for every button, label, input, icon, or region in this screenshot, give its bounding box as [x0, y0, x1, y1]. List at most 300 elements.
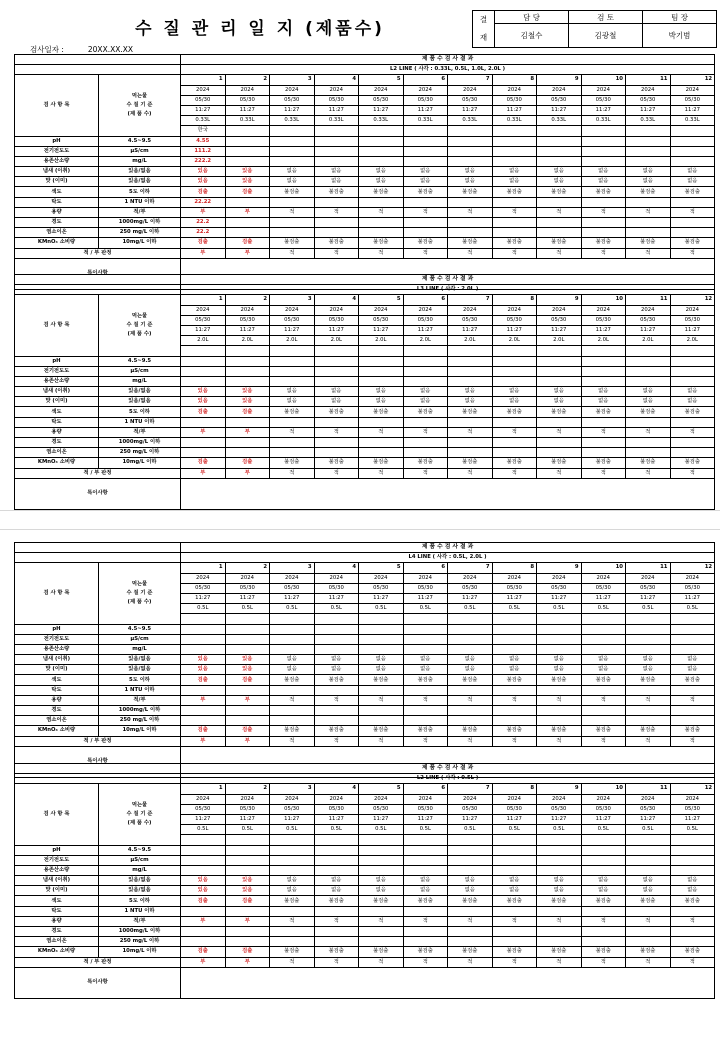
approval-role-review: 검 토 [569, 11, 643, 24]
result-cell [670, 644, 715, 654]
result-cell: 없음 [448, 397, 493, 407]
standard-header-line: 수 질 기 준 [126, 810, 153, 817]
result-section-4 [14, 763, 715, 999]
result-cell [225, 644, 270, 654]
column-number: 12 [670, 563, 715, 573]
result-cell: 없음 [448, 177, 493, 187]
section-blank-cell [15, 774, 181, 784]
column-number: 1 [181, 75, 226, 85]
sample-info-cell [181, 614, 226, 624]
sample-info-cell: 05/30 [537, 583, 582, 593]
result-cell [581, 417, 626, 427]
verdict-cell: 적 [537, 736, 582, 746]
sample-info-cell: 11:27 [403, 814, 448, 824]
table-row [15, 448, 715, 458]
sample-info-cell: 2.0L [314, 336, 359, 346]
result-cell [448, 136, 493, 146]
result-cell: 불검출 [270, 947, 315, 957]
result-cell: 있음 [225, 886, 270, 896]
result-cell: 불검출 [403, 947, 448, 957]
sample-info-cell [492, 835, 537, 845]
sample-info-cell: 11:27 [670, 814, 715, 824]
result-cell: 없음 [581, 167, 626, 177]
sample-info-cell: 0.33L [314, 116, 359, 126]
test-item-standard: 5도 이하 [99, 675, 181, 685]
column-number: 1 [181, 295, 226, 305]
test-item-standard: µS/cm [99, 634, 181, 644]
sample-info-cell: 05/30 [270, 95, 315, 105]
sample-info-cell: 11:27 [492, 814, 537, 824]
sample-info-cell: 05/30 [581, 315, 626, 325]
table-row [15, 624, 715, 634]
result-header: 제 품 수 검 사 결 과 [181, 543, 715, 553]
sample-info-cell: 11:27 [359, 325, 404, 335]
result-cell [359, 644, 404, 654]
test-item-name: 용량 [15, 207, 99, 217]
result-cell [359, 136, 404, 146]
result-cell [581, 197, 626, 207]
result-cell: 없음 [359, 167, 404, 177]
result-cell [403, 937, 448, 947]
result-header: 제 품 수 검 사 결 과 [181, 275, 715, 285]
result-cell [359, 624, 404, 634]
result-cell: 없음 [537, 177, 582, 187]
sample-info-cell: 0.5L [314, 825, 359, 835]
sample-info-cell: 0.5L [181, 825, 226, 835]
test-item-standard: 1 NTU 이하 [99, 906, 181, 916]
column-number: 7 [448, 295, 493, 305]
verdict-cell: 적 [626, 957, 671, 967]
result-cell [448, 624, 493, 634]
item-header: 검 사 항 목 [15, 75, 99, 136]
test-item-standard: 250 mg/L 이하 [99, 228, 181, 238]
result-cell [492, 228, 537, 238]
table-row [15, 376, 715, 386]
sample-info-cell: 05/30 [181, 315, 226, 325]
result-cell [225, 356, 270, 366]
sample-info-cell: 0.5L [314, 604, 359, 614]
sample-info-cell: 2024 [581, 305, 626, 315]
result-cell [403, 218, 448, 228]
result-cell: 없음 [448, 886, 493, 896]
result-cell [492, 376, 537, 386]
result-cell [492, 438, 537, 448]
result-cell [225, 685, 270, 695]
result-cell [537, 706, 582, 716]
verdict-cell: 적 [626, 736, 671, 746]
result-cell [181, 438, 226, 448]
result-cell: 불검출 [537, 458, 582, 468]
verdict-label: 적 / 부 판정 [15, 468, 181, 478]
result-cell [314, 706, 359, 716]
sample-info-cell [314, 835, 359, 845]
column-number: 10 [581, 784, 626, 794]
result-cell [448, 685, 493, 695]
sample-info-cell: 2024 [225, 573, 270, 583]
sample-info-cell: 11:27 [448, 325, 493, 335]
result-cell: 적 [581, 427, 626, 437]
column-number: 6 [403, 563, 448, 573]
result-cell: 부 [225, 207, 270, 217]
result-cell [537, 197, 582, 207]
result-cell [448, 156, 493, 166]
result-cell [225, 716, 270, 726]
sample-info-cell [270, 126, 315, 136]
standard-header-line: 수 질 기 준 [126, 101, 153, 108]
result-cell [448, 865, 493, 875]
result-cell [670, 685, 715, 695]
result-cell: 있음 [181, 397, 226, 407]
result-cell [270, 356, 315, 366]
remarks-label: 특이사항 [15, 258, 181, 289]
result-cell: 부 [181, 916, 226, 926]
sample-info-cell [314, 126, 359, 136]
result-cell [670, 716, 715, 726]
result-cell: 불검출 [359, 187, 404, 197]
sample-info-cell: 05/30 [537, 804, 582, 814]
result-cell: 불검출 [670, 726, 715, 736]
result-cell [448, 218, 493, 228]
sample-info-cell: 0.5L [492, 825, 537, 835]
result-cell [492, 146, 537, 156]
table-row [15, 644, 715, 654]
result-cell [314, 644, 359, 654]
verdict-cell: 적 [359, 736, 404, 746]
sample-info-cell: 11:27 [359, 814, 404, 824]
sample-info-cell: 2.0L [537, 336, 582, 346]
result-cell [448, 644, 493, 654]
result-cell: 불검출 [626, 947, 671, 957]
sample-info-cell: 05/30 [270, 583, 315, 593]
result-cell [581, 136, 626, 146]
result-cell [448, 146, 493, 156]
sample-info-cell: 11:27 [448, 593, 493, 603]
sample-info-cell: 2024 [270, 794, 315, 804]
test-item-name: 경도 [15, 438, 99, 448]
sample-info-cell: 0.33L [670, 116, 715, 126]
column-number: 5 [359, 784, 404, 794]
result-cell: 적 [270, 207, 315, 217]
result-cell: 불검출 [403, 407, 448, 417]
result-cell: 불검출 [314, 238, 359, 248]
result-cell: 불검출 [270, 458, 315, 468]
test-item-standard: mg/L [99, 865, 181, 875]
column-number: 10 [581, 75, 626, 85]
test-item-name: 냄새 (이취) [15, 387, 99, 397]
result-cell [403, 685, 448, 695]
sample-info-cell: 0.5L [225, 604, 270, 614]
result-cell: 있음 [225, 177, 270, 187]
result-cell [626, 906, 671, 916]
verdict-cell: 적 [403, 736, 448, 746]
standard-header [99, 295, 181, 356]
result-cell [314, 218, 359, 228]
sample-info-cell: 05/30 [670, 95, 715, 105]
result-cell [225, 218, 270, 228]
sample-info-cell: 2024 [314, 85, 359, 95]
sample-info-cell: 05/30 [403, 804, 448, 814]
result-cell: 없음 [448, 655, 493, 665]
verdict-cell: 적 [581, 468, 626, 478]
result-cell [670, 937, 715, 947]
result-cell: 검출 [181, 407, 226, 417]
result-cell: 없음 [492, 886, 537, 896]
sample-info-cell: 2024 [670, 305, 715, 315]
result-cell: 검출 [225, 458, 270, 468]
sample-info-cell [670, 126, 715, 136]
sample-info-cell: 05/30 [359, 95, 404, 105]
sample-info-cell: 05/30 [314, 95, 359, 105]
sample-info-cell: 11:27 [448, 105, 493, 115]
result-cell: 적 [537, 207, 582, 217]
test-item-name: 맛 (이미) [15, 177, 99, 187]
verdict-cell: 부 [181, 957, 226, 967]
result-cell: 없음 [359, 655, 404, 665]
result-cell: 적 [448, 207, 493, 217]
result-cell: 있음 [225, 876, 270, 886]
result-cell: 불검출 [492, 187, 537, 197]
sample-info-cell: 05/30 [492, 583, 537, 593]
result-cell [403, 356, 448, 366]
result-cell [314, 448, 359, 458]
column-number: 6 [403, 295, 448, 305]
result-cell: 불검출 [448, 896, 493, 906]
result-cell: 없음 [626, 665, 671, 675]
result-cell [225, 228, 270, 238]
sample-info-cell: 11:27 [537, 325, 582, 335]
result-cell [359, 855, 404, 865]
result-cell: 없음 [626, 655, 671, 665]
sample-info-cell [270, 614, 315, 624]
remarks-label: 특이사항 [15, 967, 181, 998]
sample-info-cell: 05/30 [181, 583, 226, 593]
result-cell [670, 356, 715, 366]
result-cell [537, 228, 582, 238]
result-cell [403, 634, 448, 644]
sample-info-cell: 11:27 [492, 105, 537, 115]
sample-info-cell: 05/30 [225, 315, 270, 325]
result-cell [626, 366, 671, 376]
sample-info-cell [448, 614, 493, 624]
sample-info-cell: 11:27 [670, 105, 715, 115]
result-cell [270, 644, 315, 654]
sample-info-cell: 05/30 [492, 315, 537, 325]
table-row [15, 845, 715, 855]
result-cell [225, 865, 270, 875]
result-cell: 22.22 [181, 197, 226, 207]
result-cell [270, 906, 315, 916]
result-cell: 없음 [448, 387, 493, 397]
table-row [15, 706, 715, 716]
table-row [15, 716, 715, 726]
result-cell [403, 448, 448, 458]
sample-info-cell [403, 346, 448, 356]
result-cell [270, 376, 315, 386]
verdict-cell: 적 [270, 957, 315, 967]
column-number: 11 [626, 784, 671, 794]
result-cell: 불검출 [581, 726, 626, 736]
sample-info-cell [626, 126, 671, 136]
sample-info-cell: 2024 [537, 573, 582, 583]
result-cell [270, 845, 315, 855]
result-cell: 부 [225, 916, 270, 926]
result-cell [670, 366, 715, 376]
test-item-standard: mg/L [99, 644, 181, 654]
table-row [15, 397, 715, 407]
test-item-name: 색도 [15, 187, 99, 197]
standard-header-line: 수 질 기 준 [126, 321, 153, 328]
test-item-name: 탁도 [15, 685, 99, 695]
result-cell [537, 927, 582, 937]
section-blank-cell [15, 55, 181, 65]
test-item-standard: 적/부 [99, 427, 181, 437]
sample-info-cell: 05/30 [581, 583, 626, 593]
sample-info-cell: 0.5L [581, 604, 626, 614]
result-cell: 있음 [225, 167, 270, 177]
test-item-name: 염소이온 [15, 716, 99, 726]
sample-info-cell: 2024 [670, 794, 715, 804]
standard-header [99, 784, 181, 845]
result-cell [537, 146, 582, 156]
result-cell [448, 356, 493, 366]
result-cell: 적 [270, 695, 315, 705]
result-cell: 없음 [403, 655, 448, 665]
result-cell: 불검출 [626, 238, 671, 248]
result-cell: 불검출 [270, 675, 315, 685]
sample-info-cell: 0.33L [448, 116, 493, 126]
result-cell [448, 228, 493, 238]
verdict-cell: 적 [359, 957, 404, 967]
item-header: 검 사 항 목 [15, 784, 99, 845]
result-cell [225, 906, 270, 916]
result-cell: 없음 [359, 397, 404, 407]
approval-role-manager: 팀 장 [643, 11, 717, 24]
table-row [15, 136, 715, 146]
table-row [15, 947, 715, 957]
result-cell [225, 634, 270, 644]
table-row [15, 695, 715, 705]
sample-info-cell [448, 126, 493, 136]
result-cell [670, 706, 715, 716]
test-item-name: 색도 [15, 675, 99, 685]
result-cell: 적 [581, 207, 626, 217]
result-cell: 검출 [181, 238, 226, 248]
sample-info-cell: 05/30 [670, 583, 715, 593]
result-cell: 적 [359, 916, 404, 926]
sample-info-cell: 0.33L [537, 116, 582, 126]
sample-info-cell: 2024 [403, 573, 448, 583]
verdict-cell: 적 [314, 468, 359, 478]
test-item-name: 경도 [15, 706, 99, 716]
table-row [15, 228, 715, 238]
sample-info-cell: 2.0L [626, 336, 671, 346]
verdict-cell: 적 [537, 957, 582, 967]
sample-info-cell: 05/30 [626, 95, 671, 105]
sample-info-cell: 11:27 [270, 814, 315, 824]
result-cell [670, 634, 715, 644]
column-number: 10 [581, 563, 626, 573]
result-cell: 불검출 [492, 896, 537, 906]
result-cell [537, 716, 582, 726]
result-cell [537, 448, 582, 458]
document-page-2 [0, 530, 720, 1040]
column-number: 2 [225, 75, 270, 85]
result-cell [581, 438, 626, 448]
result-cell: 없음 [403, 387, 448, 397]
test-item-standard: 5도 이하 [99, 187, 181, 197]
test-item-name: KMnO₄ 소비량 [15, 238, 99, 248]
result-cell: 없음 [492, 397, 537, 407]
result-cell: 불검출 [403, 726, 448, 736]
column-number: 8 [492, 563, 537, 573]
verdict-cell: 적 [670, 248, 715, 258]
result-cell: 불검출 [492, 458, 537, 468]
result-cell: 적 [670, 916, 715, 926]
remarks-field [181, 478, 715, 509]
column-number: 9 [537, 75, 582, 85]
sample-info-cell: 11:27 [626, 593, 671, 603]
result-cell: 적 [314, 695, 359, 705]
result-cell: 없음 [314, 886, 359, 896]
result-cell [359, 197, 404, 207]
result-cell: 있음 [181, 876, 226, 886]
result-cell: 없음 [670, 665, 715, 675]
column-number: 3 [270, 295, 315, 305]
result-cell: 적 [581, 916, 626, 926]
column-number: 2 [225, 563, 270, 573]
verdict-cell: 부 [225, 957, 270, 967]
approval-name-manager: 박기범 [643, 24, 717, 48]
sample-info-cell: 2024 [492, 85, 537, 95]
sample-info-cell: 2024 [225, 85, 270, 95]
sample-info-cell: 2024 [403, 305, 448, 315]
result-cell: 있음 [181, 167, 226, 177]
column-number: 12 [670, 75, 715, 85]
result-cell [492, 685, 537, 695]
result-cell [626, 706, 671, 716]
verdict-cell: 적 [359, 248, 404, 258]
result-cell [359, 906, 404, 916]
result-cell: 없음 [581, 655, 626, 665]
result-cell: 불검출 [359, 947, 404, 957]
result-cell: 적 [626, 695, 671, 705]
result-cell: 불검출 [359, 407, 404, 417]
result-cell [403, 146, 448, 156]
column-number: 8 [492, 784, 537, 794]
verdict-cell: 부 [225, 248, 270, 258]
verdict-cell: 적 [403, 957, 448, 967]
result-cell [537, 356, 582, 366]
result-cell: 없음 [270, 665, 315, 675]
sample-info-cell [448, 346, 493, 356]
result-cell: 없음 [314, 665, 359, 675]
sample-info-cell [670, 346, 715, 356]
result-cell [537, 218, 582, 228]
result-cell [270, 366, 315, 376]
result-cell [181, 376, 226, 386]
result-cell [181, 685, 226, 695]
result-cell [359, 228, 404, 238]
result-cell [225, 197, 270, 207]
sample-info-cell: 2024 [492, 305, 537, 315]
result-cell: 없음 [359, 876, 404, 886]
result-cell: 검출 [225, 238, 270, 248]
result-cell [225, 706, 270, 716]
sample-info-cell: 2.0L [581, 336, 626, 346]
result-cell [448, 927, 493, 937]
table-row [15, 417, 715, 427]
column-number: 9 [537, 563, 582, 573]
